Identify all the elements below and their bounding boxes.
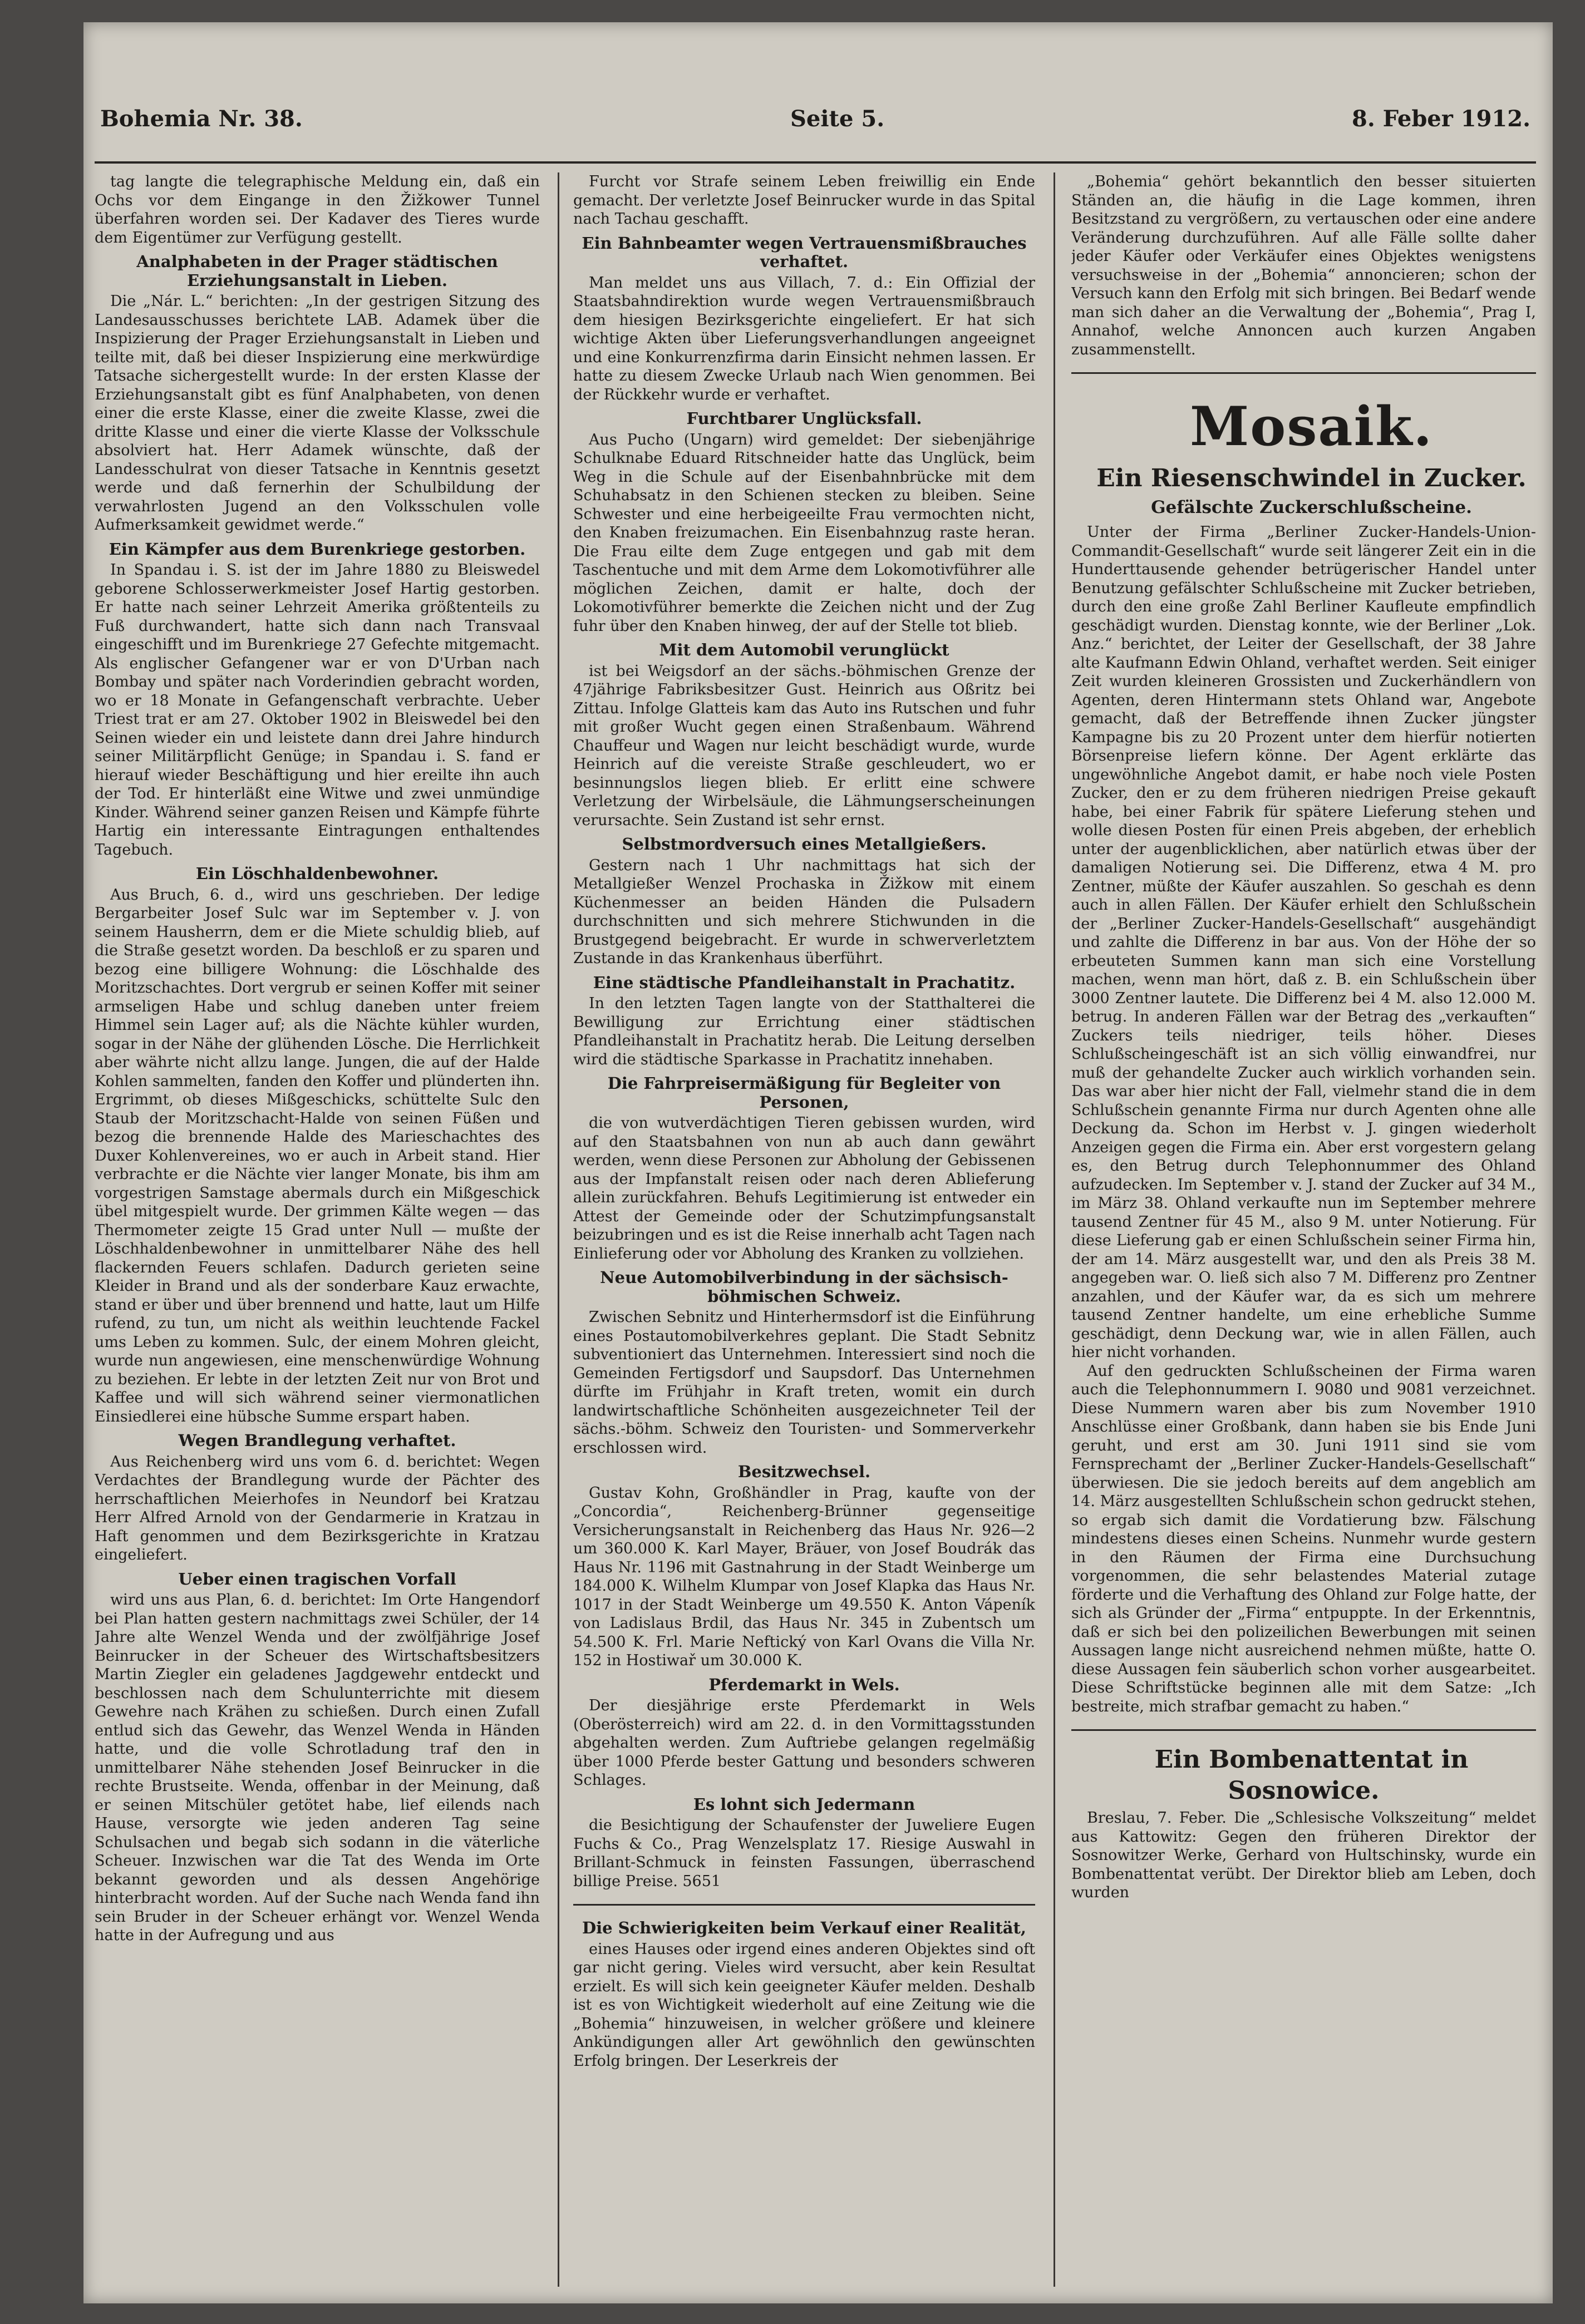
article-paragraph: „Bohemia“ gehört bekanntlich den besser situierten Ständen an, die häufig in die Lage kommen, ihren Besitzstand zu vergrößern, zu vertauschen oder eine andere Veränderung durchzuführen. Auf alle Fälle sollte daher jeder Käufer oder Verkäufer eines Objektes wenigstens versuchsweise in der „Bohemia“ annoncieren; schon der Versuch kann den Erfolg mit sich bringen. Bei Bedarf wende man sich daher an die Verwaltung der „Bohemia“, Prag I, Annahof, welche Annoncen auch kurzen Angaben zusammenstellt.: [1071, 173, 1536, 358]
article-paragraph: die von wutverdächtigen Tieren gebissen wurden, wird auf den Staatsbahnen von nun ab auch dann gewährt werden, wenn diese Personen zur Abholung der Gebissenen aus der Impfanstalt reisen oder nach deren Ablieferung allein zurückfahren. Behufs Legitimierung ist entweder ein Attest der Gemeinde oder der Schutzimpfungsanstalt beizubringen und es ist die Reise innerhalb acht Tagen nach Einlieferung oder vor Abholung des Kranken zu vollziehen.: [573, 1114, 1035, 1262]
section-rule: [573, 1904, 1035, 1906]
article-heading: Selbstmordversuch eines Metallgießers.: [622, 835, 987, 853]
section-title: Mosaik.: [1190, 395, 1433, 458]
article-heading: Besitzwechsel.: [737, 1462, 871, 1481]
article-paragraph: die Besichtigung der Schaufenster der Juweliere Eugen Fuchs & Co., Prag Wenzelsplatz 17. Riesige Auswahl in Brillant-Schmuck in feinsten Fassungen, überraschend billige Preise. 5651: [573, 1817, 1035, 1890]
newspaper-page: [83, 22, 1553, 2303]
page-number: Seite 5.: [790, 106, 885, 132]
article-paragraph: wird uns aus Plan, 6. d. berichtet: Im Orte Hangendorf bei Plan hatten gestern nachmittags zwei Schüler, der 14 Jahre alte Wenzel Wenda und der zwölfjährige Josef Beinrucker in der Scheuer des Wirtschaftsbesitzers Martin Ziegler ein geladenes Jagdgewehr entdeckt und beschlossen nach dem Schulunterrichte mit diesem Gewehre nach Krähen zu schießen. Durch einen Zufall entlud sich das Gewehr, das Wenzel Wenda in Händen hatte, und die volle Schrotladung traf den in unmittelbarer Nähe stehenden Josef Beinrucker in die rechte Brustseite. Wenda, offenbar in der Meinung, daß er seinen Mitschüler getötet habe, lief eilends nach Hause, versorgte wie jeden anderen Tag seine Schulsachen und begab sich sodann in die väterliche Scheuer. Inzwischen war die Tat des Wenda im Orte bekannt geworden und als dessen Angehörige hinterbracht worden. Auf der Suche nach Wenda fand ihn sein Bruder in der Scheuer erhängt vor. Wenzel Wenda hatte in der Aufregung und aus: [95, 1591, 540, 1944]
article-paragraph: Der diesjährige erste Pferdemarkt in Wels (Oberösterreich) wird am 22. d. in den Vormittagsstunden abgehalten werden. Zum Auftriebe gelangen regelmäßig über 1000 Pferde bester Gattung und besonders schweren Schlages.: [573, 1697, 1035, 1789]
article-paragraph: eines Hauses oder irgend eines anderen Objektes sind oft gar nicht gering. Vieles wird versucht, aber kein Resultat erzielt. Es will sich kein geeigneter Käufer melden. Deshalb ist es von Wichtigkeit wiederholt auf eine Zeitung wie die „Bohemia“ hinzuweisen, in welcher größere und kleinere Ankündigungen aller Art gewöhnlich den gewünschten Erfolg bringen. Der Leserkreis der: [573, 1940, 1035, 2070]
article-paragraph: Aus Reichenberg wird uns vom 6. d. berichtet: Wegen Verdachtes der Brandlegung wurde der Pächter des herrschaftlichen Meierhofes in Neundorf bei Kratzau Herr Alfred Arnold von der Gendarmerie in Kratzau in Haft genommen und dem Bezirksgerichte in Kratzau eingeliefert.: [95, 1453, 540, 1563]
column-1: [95, 172, 540, 2287]
article-heading: Ein Bahnbeamter wegen Vertrauensmißbrauches verhaftet.: [582, 233, 1027, 271]
article-heading: Es lohnt sich Jedermann: [693, 1794, 915, 1814]
article-paragraph: Auf den gedruckten Schlußscheinen der Firma waren auch die Telephonnummern I. 9080 und 9081 verzeichnet. Diese Nummern waren aber bis zum November 1910 Anschlüsse einer Großbank, dann haben sie bis Ende Juni geruht, und erst am 30. Juni 1911 sind sie vom Fernsprechamt der „Berliner Zucker-Handels-Gesellschaft“ überwiesen. Die sie jedoch bereits auf dem angeblich am 14. März ausgestellten Schlußschein schon gedruckt stehen, so ergab sich damit die Vordatierung bzw. Fälschung mindestens dieses einen Scheins. Nunmehr wurde gestern in den Räumen der Firma eine Durchsuchung vorgenommen, die sehr belastendes Material zutage förderte und die Verhaftung des Ohland zur Folge hatte, der sich als Gründer der „Firma“ entpuppte. In der Erkenntnis, daß er sich bei den polizeilichen Bewerbungen mit seinen Aussagen lange nicht ausreichend nehmen müßte, hatte O. diese Aussagen fein säuberlich schon vorher ausgearbeitet. Diese Schriftstücke beginnen alle mit dem Satze: „Ich bestreite, mich strafbar gemacht zu haben.“: [1071, 1362, 1536, 1715]
article-heading: Ein Riesenschwindel in Zucker.: [1096, 464, 1527, 492]
column-3: [1071, 172, 1536, 2287]
section-rule: [1071, 372, 1536, 374]
article-heading: Ueber einen tragischen Vorfall: [178, 1569, 456, 1588]
article-heading: Analphabeten in der Prager städtischen Erziehungsanstalt in Lieben.: [136, 252, 498, 290]
article-heading: Die Schwierigkeiten beim Verkauf einer Realität,: [582, 1918, 1027, 1937]
issue-label: Bohemia Nr. 38.: [100, 106, 303, 132]
article-heading: Eine städtische Pfandleihanstalt in Prachatitz.: [593, 973, 1016, 992]
article-heading: Mit dem Automobil verunglückt: [659, 640, 949, 659]
article-paragraph: Aus Bruch, 6. d., wird uns geschrieben. Der ledige Bergarbeiter Josef Sulc war im September v. J. von seinem Hausherrn, dem er die Miete schuldig blieb, auf die Straße gesetzt worden. Da beschloß er zu sparen und bezog eine billigere Wohnung: die Löschhalde des Moritzschachtes. Dort vergrub er seinen Koffer mit seiner armseligen Habe und schlug daneben unter freiem Himmel sein Lager auf; als die Nächte kühler wurden, sogar in der Nähe der glühenden Lösche. Die Herrlichkeit aber währte nicht allzu lange. Jungen, die auf der Halde Kohlen sammelten, fanden den Koffer und plünderten ihn. Ergrimmt, ob dieses Mißgeschicks, schüttelte Sulc den Staub der Moritzschacht-Halde von seinen Füßen und bezog die brennende Halde des Marieschachtes des Duxer Kohlenvereines, wo er auch in Arbeit stand. Hier verbrachte er die Nächte vier langer Monate, bis ihm am vorgestrigen Samstage abermals durch ein Mißgeschick übel mitgespielt wurde. Der grimmen Kälte wegen — das Thermometer zeigte 15 Grad unter Null — mußte der Löschhaldenbewohner in unmittelbarer Nähe des hell flackernden Feuers schlafen. Dadurch gerieten seine Kleider in Brand und als der sonderbare Kauz erwachte, stand er über und über brennend und hatte, laut um Hilfe rufend, zu tun, um nicht als weithin leuchtende Fackel ums Leben zu kommen. Sulc, der einem Mohren gleicht, wurde nun angewiesen, eine menschenwürdige Wohnung zu beziehen. Er lebte in der letzten Zeit nur von Brot und Kaffee und will sich während seiner viermonatlichen Einsiedlerei eine hübsche Summe erspart haben.: [95, 886, 540, 1425]
article-paragraph: Breslau, 7. Feber. Die „Schlesische Volkszeitung“ meldet aus Kattowitz: Gegen den früheren Direktor der Sosnowitzer Werke, Gerhard von Hultschinsky, wurde ein Bombenattentat verübt. Der Direktor blieb am Leben, doch wurden: [1071, 1809, 1536, 1901]
column-2: [573, 172, 1035, 2287]
article-paragraph: Man meldet uns aus Villach, 7. d.: Ein Offizial der Staatsbahndirektion wurde wegen Vertrauensmißbrauch dem hiesigen Bezirksgerichte eingeliefert. Er hat sich wichtige Akten über Lieferungsverhandlungen angeeignet und eine Konkurrenzfirma darin Einsicht nehmen lassen. Er hatte zu diesem Zwecke Urlaub nach Wien genommen. Bei der Rückkehr wurde er verhaftet.: [573, 274, 1035, 403]
article-paragraph: Gustav Kohn, Großhändler in Prag, kaufte von der „Concordia“, Reichenberg-Brünner gegenseitige Versicherungsanstalt in Reichenberg das Haus Nr. 926—2 um 360.000 K. Karl Mayer, Bräuer, von Josef Boudrák das Haus Nr. 1196 mit Gastnahrung in der Stadt Weinberge um 184.000 K. Wilhelm Klumpar von Josef Klapka das Haus Nr. 1017 in der Stadt Weinberge um 49.550 K. Anton Vápeník von Ladislaus Brdil, das Haus Nr. 345 in Zubentsch um 54.500 K. Frl. Marie Neftický von Karl Ovans die Villa Nr. 152 in Hostiwař um 30.000 K.: [573, 1484, 1035, 1669]
article-paragraph: Gestern nach 1 Uhr nachmittags hat sich der Metallgießer Wenzel Prochaska in Žižkow mit einem Küchenmesser an beiden Händen die Pulsadern durchschnitten und sich mehrere Stichwunden in die Brustgegend beigebracht. Er wurde in schwerverletztem Zustande in das Krankenhaus überführt.: [573, 856, 1035, 967]
article-heading: Ein Löschhaldenbewohner.: [195, 864, 439, 883]
column-separator: [558, 172, 559, 2287]
article-paragraph: Aus Pucho (Ungarn) wird gemeldet: Der siebenjährige Schulknabe Eduard Ritschneider hatte das Unglück, beim Weg in die Schule auf der Eisenbahnbrücke mit dem Schuhabsatz in den Schienen stecken zu bleiben. Seine Schwester und eine herbeigeeilte Frau vermochten nicht, den Knaben freizumachen. Ein Eisenbahnzug raste heran. Die Frau eilte dem Zuge entgegen und gab mit dem Taschentuche und mit dem Arme dem Lokomotivführer alle möglichen Zeichen, damit er halte, doch der Lokomotivführer bemerkte die Zeichen nicht und der Zug fuhr über den Knaben hinweg, der auf der Stelle tot blieb.: [573, 431, 1035, 635]
article-heading: Furchtbarer Unglücksfall.: [686, 409, 922, 428]
article-paragraph: ist bei Weigsdorf an der sächs.-böhmischen Grenze der 47jährige Fabriksbesitzer Gust. Heinrich aus Oßritz bei Zittau. Infolge Glatteis kam das Auto ins Rutschen und fuhr mit großer Wucht gegen einen Straßenbaum. Während Chauffeur und Wagen nur leicht beschädigt wurde, wurde Heinrich auf die vereiste Straße geschleudert, wo er besinnungslos liegen blieb. Er erlitt eine schwere Verletzung der Wirbelsäule, die Lähmungserscheinungen verursachte. Sein Zustand ist sehr ernst.: [573, 662, 1035, 829]
article-heading: Die Fahrpreisermäßigung für Begleiter von Personen,: [607, 1074, 1001, 1112]
issue-date: 8. Feber 1912.: [1351, 106, 1530, 132]
article-heading: Ein Kämpfer aus dem Burenkriege gestorben.: [109, 539, 526, 559]
article-paragraph: Unter der Firma „Berliner Zucker-Handels-Union-Commandit-Gesellschaft“ wurde seit längerer Zeit ein in die Hunderttausende gehender betrügerischer Handel unter Benutzung gefälschter Schlußscheine mit Zucker betrieben, durch den eine große Zahl Berliner Kaufleute empfindlich geschädigt wurden. Dienstag konnte, wie der Berliner „Lok. Anz.“ berichtet, der Leiter der Gesellschaft, der 38 Jahre alte Kaufmann Edwin Ohland, verhaftet werden. Seit einiger Zeit wurden kleineren Grossisten und Zuckerhändlern von Agenten, deren Hintermann stets Ohland war, Angebote gemacht, daß der Betreffende ihnen Zucker jüngster Kampagne bis zu 20 Prozent unter dem hierfür notierten Börsenpreise liefern könne. Der Agent erklärte das ungewöhnliche Angebot damit, er habe noch viele Posten Zucker, den er zu dem früheren niedrigen Preise gekauft habe, bei einer Fabrik für spätere Lieferung stehen und wolle diesen Posten für einen Preis abgeben, der erheblich unter der augenblicklichen, aber natürlich etwas über der damaligen Notierung sei. Die Differenz, etwa 4 M. pro Zentner, müßte der Käufer auszahlen. So geschah es denn auch in allen Fällen. Der Käufer erhielt den Schlußschein der „Berliner Zucker-Handels-Gesellschaft“ ausgehändigt und zahlte die Differenz in bar aus. Von der Höhe der so erbeuteten Summen kann man sich eine Vorstellung machen, wenn man hört, daß z. B. ein Schlußschein über 3000 Zentner lautete. Die Differenz bei 4 M. also 12.000 M. betrug. In anderen Fällen war der Betrag des „verkauften“ Zuckers teils niedriger, teils höher. Dieses Schlußscheingeschäft ist an sich völlig einwandfrei, nur muß der gehandelte Zucker auch wirklich vorhanden sein. Das war aber hier nicht der Fall, vielmehr stand die in dem Schlußschein genannte Firma nur durch Agenten ohne alle Deckung da. Schon im Herbst v. J. gingen wiederholt Anzeigen gegen die Firma ein. Aber erst vorgestern gelang es, den Betrug durch Telephonnummer des Ohland aufzudecken. Im September v. J. stand der Zucker auf 34 M., im März 38. Ohland verkaufte nun im September mehrere tausend Zentner für 45 M., also 9 M. unter Notierung. Für diese Lieferung gab er einen Schlußschein seiner Firma hin, der am 14. März ausgestellt war, und den als Preis 38 M. angegeben war. O. ließ sich also 7 M. Differenz pro Zentner anzahlen, und der Käufer war, da es sich um mehrere tausend Zentner handelte, um eine erhebliche Summe geschädigt, denn Deckung war, wie in allen Fällen, auch hier nicht vorhanden.: [1071, 524, 1536, 1361]
column-separator: [1054, 172, 1055, 2287]
header-rule: [95, 161, 1536, 164]
article-paragraph: Zwischen Sebnitz und Hinterhermsdorf ist die Einführung eines Postautomobilverkehres geplant. Die Stadt Sebnitz subventioniert das Unternehmen. Interessiert sind noch die Gemeinden Fertigsdorf und Saupsdorf. Das Unternehmen dürfte im Frühjahr in Kraft treten, womit ein durch landwirtschaftliche Schönheiten ausgezeichneter Teil der sächs.-böhm. Schweiz den Touristen- und Sommerverkehr erschlossen wird.: [573, 1309, 1035, 1457]
article-paragraph: In Spandau i. S. ist der im Jahre 1880 zu Bleiswedel geborene Schlosserwerkmeister Josef Hartig gestorben. Er hatte nach seiner Lehrzeit Amerika größtenteils zu Fuß durchwandert, hatte sich dann nach Transvaal eingeschifft und im Burenkriege 27 Gefechte mitgemacht. Als englischer Gefangener war er von D'Urban nach Bombay und später nach Vorderindien gebracht worden, wo er 18 Monate in Gefangenschaft verbrachte. Ueber Triest trat er am 27. Oktober 1902 in Bleiswedel bei den Seinen wieder ein und leistete dann drei Jahre hindurch seiner Militärpflicht Genüge; in Spandau i. S. fand er hierauf wieder Beschäftigung und hier ereilte ihn auch der Tod. Er hinterläßt eine Witwe und zwei unmündige Kinder. Während seiner ganzen Reisen und Kämpfe führte Hartig ein interessante Eintragungen enthaltendes Tagebuch.: [95, 561, 540, 858]
article-paragraph: Furcht vor Strafe seinem Leben freiwillig ein Ende gemacht. Der verletzte Josef Beinrucker wurde in das Spital nach Tachau geschafft.: [573, 173, 1035, 228]
article-paragraph: In den letzten Tagen langte von der Statthalterei die Bewilligung zur Errichtung einer städtischen Pfandleihanstalt in Prachatitz herab. Die Leitung derselben wird die städtische Sparkasse in Prachatitz innehaben.: [573, 995, 1035, 1068]
article-heading: Neue Automobilverbindung in der sächsisch-böhmischen Schweiz.: [600, 1268, 1008, 1306]
article-paragraph: Die „Nár. L.“ berichten: „In der gestrigen Sitzung des Landesausschusses berichtete LAB. Adamek über die Inspizierung der Prager Erziehungsanstalt in Lieben und teilte mit, daß bei dieser Inspizierung eine merkwürdige Tatsache sichergestellt wurde: In der ersten Klasse der Erziehungsanstalt gibt es fünf Analphabeten, von denen einer die erste Klasse, einer die zweite Klasse, zwei die dritte Klasse und einer die vierte Klasse der Volksschule absolviert hat. Herr Adamek wünschte, daß der Landesschulrat von dieser Tatsache in Kenntnis gesetzt werde und daß fernerhin der Schulbildung der verwahrlosten Jugend an den Volksschulen volle Aufmerksamkeit gewidmet werde.“: [95, 293, 540, 534]
article-heading: Pferdemarkt in Wels.: [708, 1675, 900, 1694]
article-subtitle: Gefälschte Zuckerschlußscheine.: [1151, 497, 1472, 517]
article-heading: Wegen Brandlegung verhaftet.: [178, 1431, 456, 1450]
article-heading: Ein Bombenattentat in Sosnowice.: [1154, 1745, 1469, 1805]
page-header: [100, 106, 1530, 145]
section-rule: [1071, 1729, 1536, 1731]
article-paragraph: tag langte die telegraphische Meldung ein, daß ein Ochs vor dem Eingange in den Žižkower Tunnel überfahren worden sei. Der Kadaver des Tieres wurde dem Eigentümer zur Verfügung gestellt.: [95, 173, 540, 246]
